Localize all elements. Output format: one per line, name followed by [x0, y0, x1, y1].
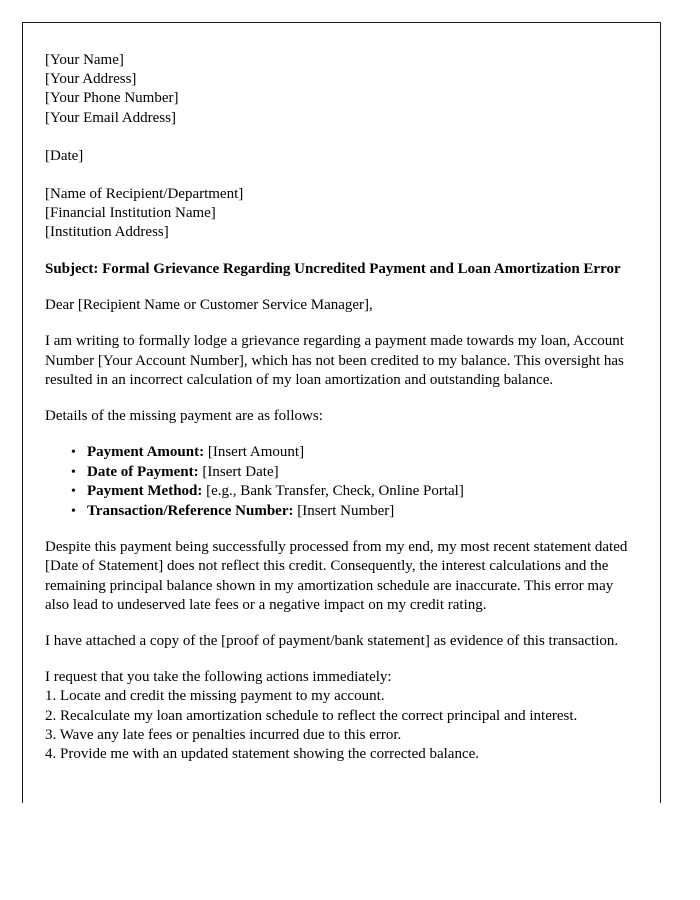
request-intro: I request that you take the following actions immediately: [45, 669, 392, 686]
detail-label: Transaction/Reference Number: [87, 502, 294, 519]
detail-value: [e.g., Bank Transfer, Check, Online Portal] [206, 483, 464, 500]
sender-phone: [Your Phone Number] [45, 90, 179, 107]
list-item [71, 482, 640, 502]
subject-line: Subject: Formal Grievance Regarding Uncredited Payment and Loan Amortization Error [45, 260, 621, 277]
list-item [71, 443, 640, 463]
paragraph-statement: Despite this payment being successfully processed from my end, my most recent statement dated [Date of Statement] does not reflect this credit. Consequently, the interest calculations and the remaining principal balance shown in my amortization schedule are inaccurate. This error may also lead to undeserved late fees or a negative impact on my credit rating. [45, 539, 628, 613]
requested-action-item: 4. Provide me with an updated statement showing the corrected balance. [45, 745, 480, 762]
spacer-before-statement [45, 521, 640, 538]
sender-address: [Your Address] [45, 71, 137, 88]
paragraph-intro: I am writing to formally lodge a grievance regarding a payment made towards my loan, Account Number [Your Account Number], which has not been credited to my balance. This oversight has resulted in an incorrect calculation of my loan amortization and outstanding balance. [45, 333, 624, 388]
requested-action-item: 2. Recalculate my loan amortization schedule to reflect the correct principal and interest. [45, 707, 578, 724]
letter-content [23, 23, 660, 764]
spacer-before-intro [45, 315, 640, 332]
sender-name: [Your Name] [45, 52, 124, 68]
recipient-name: [Name of Recipient/Department] [45, 186, 244, 203]
detail-label: Payment Method: [87, 483, 203, 500]
spacer-before-details-list [45, 426, 640, 443]
spacer-before-salutation [45, 279, 640, 296]
details-intro: Details of the missing payment are as follows: [45, 407, 323, 424]
list-item [71, 502, 640, 522]
date-line: [Date] [45, 147, 84, 164]
sender-address-block [45, 51, 640, 128]
spacer-before-request [45, 651, 640, 668]
letter-page [22, 22, 661, 803]
recipient-institution-address: [Institution Address] [45, 224, 169, 241]
spacer-before-attachment [45, 615, 640, 632]
list-item [71, 463, 640, 483]
recipient-address-block [45, 185, 640, 243]
requested-action-item: 3. Wave any late fees or penalties incurred due to this error. [45, 726, 402, 743]
spacer-after-sender [45, 128, 640, 147]
paragraph-attachment: I have attached a copy of the [proof of payment/bank statement] as evidence of this transaction. [45, 632, 619, 649]
spacer-before-details-intro [45, 390, 640, 407]
spacer-after-date [45, 166, 640, 185]
salutation: Dear [Recipient Name or Customer Service Manager], [45, 297, 373, 314]
detail-value: [Insert Amount] [207, 444, 305, 461]
spacer-before-subject [45, 243, 640, 260]
detail-label: Payment Amount: [87, 444, 205, 461]
detail-value: [Insert Number] [297, 502, 395, 519]
requested-action-item: 1. Locate and credit the missing payment to my account. [45, 688, 385, 705]
sender-email: [Your Email Address] [45, 109, 176, 126]
payment-details-list [45, 443, 640, 521]
detail-label: Date of Payment: [87, 463, 199, 480]
recipient-institution: [Financial Institution Name] [45, 205, 216, 222]
detail-value: [Insert Date] [202, 463, 279, 480]
